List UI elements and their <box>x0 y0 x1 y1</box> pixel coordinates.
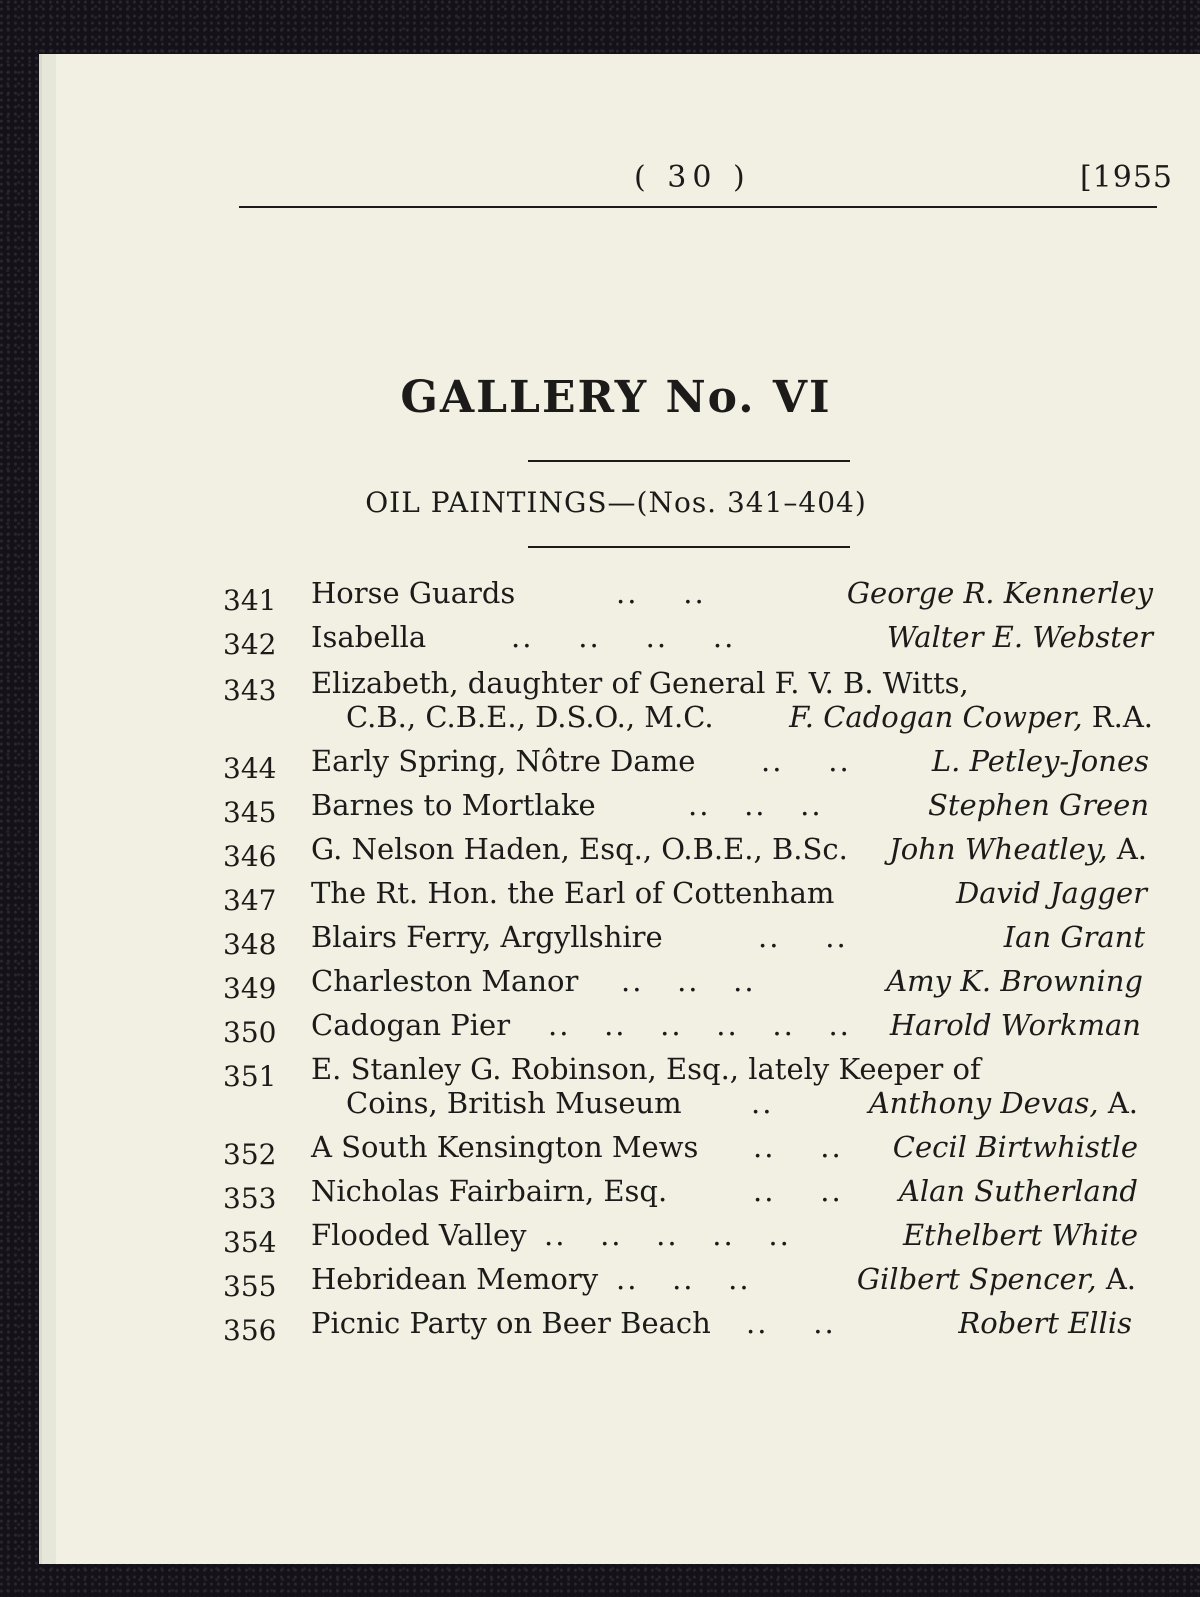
entry-number: 346 <box>223 840 277 873</box>
leader-dots: .. .. .. <box>688 788 823 822</box>
title-rule-upper <box>528 460 850 462</box>
entry-number: 354 <box>223 1226 277 1259</box>
leader-dots: .. .. .. .. .. .. <box>548 1008 851 1042</box>
entry-artist: Anthony Devas, A. <box>868 1086 1138 1120</box>
entry-title: G. Nelson Haden, Esq., O.B.E., B.Sc. <box>311 832 848 866</box>
catalogue-page <box>42 54 1200 1564</box>
entry-number: 350 <box>223 1016 277 1049</box>
leader-dots: .. .. .. <box>621 964 756 998</box>
entry-artist: Cecil Birtwhistle <box>892 1130 1138 1164</box>
entry-title: Hebridean Memory <box>311 1262 599 1296</box>
entry-artist: Ethelbert White <box>903 1218 1138 1252</box>
entry-number: 356 <box>223 1314 277 1347</box>
leader-dots: .. .. <box>761 744 851 778</box>
entry-artist: L. Petley-Jones <box>931 744 1149 778</box>
entry-title: Nicholas Fairbairn, Esq. <box>311 1174 668 1208</box>
artist-suffix: A. <box>1107 1086 1138 1120</box>
entry-artist: Robert Ellis <box>958 1306 1132 1340</box>
leader-dots: .. .. .. .. <box>511 620 736 654</box>
entry-artist: Harold Workman <box>889 1008 1141 1042</box>
leader-dots: .. .. <box>753 1130 843 1164</box>
entry-title: Elizabeth, daughter of General F. V. B. Witts, <box>311 666 969 700</box>
entry-number: 344 <box>223 752 277 785</box>
leader-dots: .. .. <box>616 576 706 610</box>
entry-artist: Gilbert Spencer, A. <box>856 1262 1136 1296</box>
leader-dots: .. <box>751 1086 774 1120</box>
entry-number: 347 <box>223 884 277 917</box>
entry-artist: David Jagger <box>955 876 1147 910</box>
page-number: ( 30 ) <box>634 160 751 195</box>
artist-suffix: A. <box>1105 1262 1136 1296</box>
entry-number: 341 <box>223 584 277 617</box>
entry-number: 349 <box>223 972 277 1005</box>
entry-title: Cadogan Pier <box>311 1008 511 1042</box>
leader-dots: .. .. <box>753 1174 843 1208</box>
header-rule <box>239 206 1157 208</box>
entry-artist: F. Cadogan Cowper, R.A. <box>789 700 1153 734</box>
leader-dots: .. .. <box>758 920 848 954</box>
artist-suffix: A. <box>1116 832 1147 866</box>
entry-title: The Rt. Hon. the Earl of Cottenham <box>311 876 835 910</box>
entry-title: Barnes to Mortlake <box>311 788 596 822</box>
entry-number: 355 <box>223 1270 277 1303</box>
entry-artist: John Wheatley, A. <box>889 832 1147 866</box>
entry-artist: Alan Sutherland <box>898 1174 1138 1208</box>
entry-number: 345 <box>223 796 277 829</box>
entry-number: 353 <box>223 1182 277 1215</box>
artist-suffix: R.A. <box>1091 700 1153 734</box>
entry-artist: Walter E. Webster <box>886 620 1153 654</box>
gallery-subtitle: OIL PAINTINGS—(Nos. 341–404) <box>365 486 867 519</box>
entry-title: Isabella <box>311 620 427 654</box>
page-year: [1955 <box>1079 160 1173 195</box>
entry-artist: Stephen Green <box>927 788 1149 822</box>
entry-number: 343 <box>223 674 277 707</box>
entry-artist: George R. Kennerley <box>846 576 1153 610</box>
leader-dots: .. .. .. .. .. <box>544 1218 791 1252</box>
entry-number: 351 <box>223 1060 277 1093</box>
entry-title: E. Stanley G. Robinson, Esq., lately Keeper of <box>311 1052 981 1086</box>
entry-number: 352 <box>223 1138 277 1171</box>
entry-number: 342 <box>223 628 277 661</box>
entry-title-continued: C.B., C.B.E., D.S.O., M.C. <box>346 700 714 734</box>
entry-title: Charleston Manor <box>311 964 579 998</box>
gallery-title: GALLERY No. VI <box>400 372 832 423</box>
entry-artist: Ian Grant <box>1003 920 1145 954</box>
title-rule-lower <box>528 546 850 548</box>
entry-number: 348 <box>223 928 277 961</box>
leader-dots: .. .. .. <box>616 1262 751 1296</box>
leader-dots: .. .. <box>746 1306 836 1340</box>
entry-title: A South Kensington Mews <box>311 1130 699 1164</box>
entry-title: Flooded Valley <box>311 1218 527 1252</box>
entry-title: Blairs Ferry, Argyllshire <box>311 920 663 954</box>
entry-title: Picnic Party on Beer Beach <box>311 1306 711 1340</box>
entry-title-continued: Coins, British Museum <box>346 1086 682 1120</box>
entry-artist: Amy K. Browning <box>886 964 1143 998</box>
entry-title: Horse Guards <box>311 576 516 610</box>
entry-title: Early Spring, Nôtre Dame <box>311 744 696 778</box>
